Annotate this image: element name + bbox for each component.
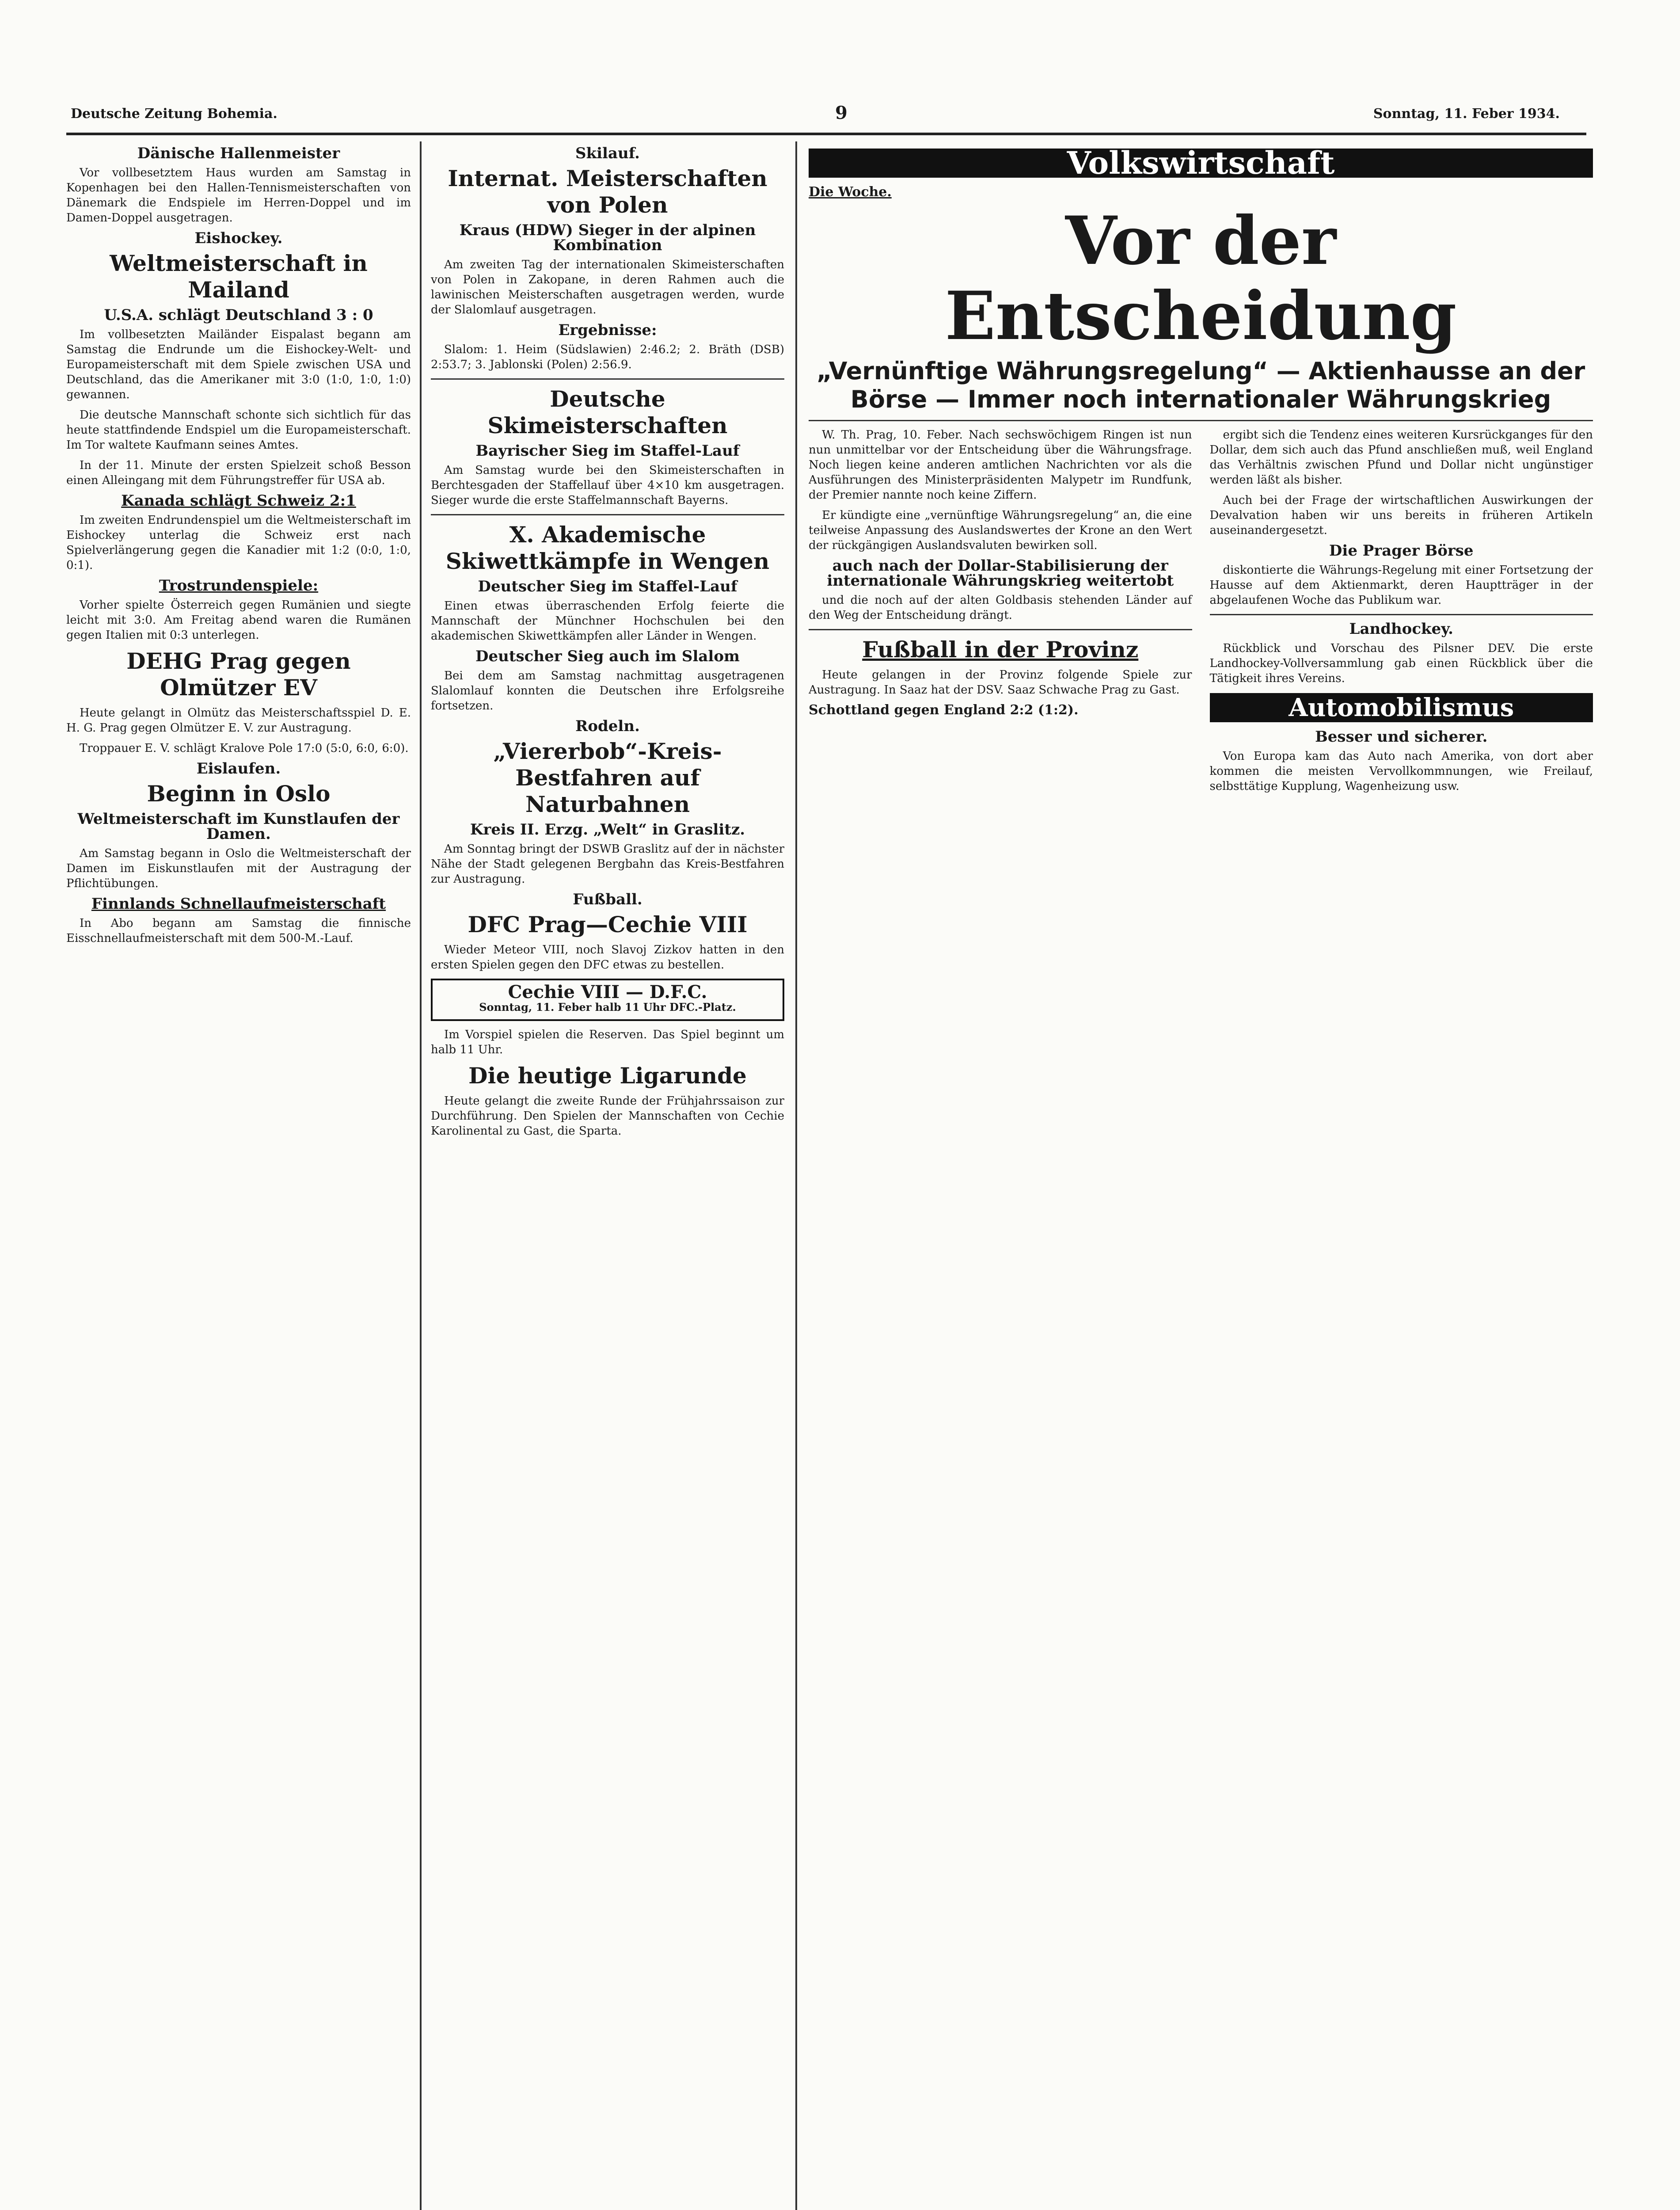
main-headline: Vor der Entscheidung: [945, 202, 1457, 355]
trost-p1: Vorher spielte Österreich gegen Rumänien und siegte leicht mit 3:0. Am Freitag abend waren die Rumänen gegen Italien mit 0:3 unterlegen.: [66, 598, 411, 642]
prague-boerse: Die Prager Börse: [1329, 542, 1474, 560]
wm-sub: U.S.A. schlägt Deutschland 3 : 0: [104, 306, 373, 324]
oslo-p1: Am Samstag begann in Oslo die Weltmeisterschaft der Damen im Eiskunstlaufen mit der Austragung der Pflichtübungen.: [66, 847, 411, 890]
divider: [1210, 614, 1593, 615]
danish-heading: Dänische Hallenmeister: [137, 145, 340, 162]
ski-sub: Kraus (HDW) Sieger in der alpinen Kombination: [459, 221, 756, 254]
oslo-sub: Weltmeisterschaft im Kunstlaufen der Damen.: [77, 810, 400, 843]
economy-two-columns: [809, 427, 1593, 799]
dfc-p2: Im Vorspiel spielen die Reserven. Das Spiel beginnt um halb 11 Uhr.: [431, 1028, 784, 1056]
rodeln-sub: Kreis II. Erzg. „Welt“ in Graslitz.: [470, 821, 745, 838]
economy-right: [1210, 427, 1593, 799]
landhockey-p1: Rückblick und Vorschau des Pilsner DEV. Die erste Landhockey-Vollversammlung gab einen Rückblick über die Tätigkeit ihres Vereins.: [1209, 642, 1593, 685]
wm-p1: Im vollbesetzten Mailänder Eispalast begann am Samstag die Endrunde um die Eishockey-Welt- und Europameisterschaft mit dem Spiele zwischen USA und Deutschland, das die Amerikaner mit 3:0 (1:0, 1:0, 1:0) gewannen.: [66, 328, 411, 401]
dfc-title: DFC Prag—Cechie VIII: [468, 911, 748, 937]
masthead-rule: [66, 133, 1586, 135]
wm-p3: In der 11. Minute der ersten Spielzeit schoß Besson einen Alleingang mit dem Führungstreffer für USA ab.: [66, 459, 411, 487]
ski-title: Internat. Meisterschaften von Polen: [448, 165, 768, 218]
ski-results-label: Ergebnisse:: [558, 321, 657, 339]
divider: [431, 378, 784, 380]
divider: [431, 514, 784, 515]
divider: [809, 420, 1593, 421]
masthead: [35, 102, 1560, 128]
akad-p2: Bei dem am Samstag nachmittag ausgetragenen Slalomlauf konnten die Deutschen ihre Erfolgsreihe fortsetzen.: [431, 669, 784, 713]
dsm-title: Deutsche Skimeisterschaften: [487, 386, 728, 438]
column-rule-2: [795, 141, 797, 2210]
dsm-sub: Bayrischer Sieg im Staffel-Lauf: [475, 442, 740, 460]
wm-title: Weltmeisterschaft in Mailand: [110, 250, 368, 303]
kicker: Die Woche.: [809, 184, 892, 200]
provinz-p1: Heute gelangen in der Provinz folgende Spiele zur Austragung. In Saaz hat der DSV. Saaz Schwache Prag zu Gast.: [809, 668, 1192, 697]
eco-p2: Er kündigte eine „vernünftige Währungsregelung“ an, die eine teilweise Anpassung des Auslandswertes der Krone an den Wert der rückgängigen Auslandsvaluten bewirken soll.: [809, 509, 1192, 552]
economy-banner: Volkswirtschaft: [809, 149, 1593, 178]
dehg-title: DEHG Prag gegen Olmützer EV: [126, 648, 351, 701]
eco-p1: W. Th. Prag, 10. Feber. Nach sechswöchigem Ringen ist nun nun unmittelbar vor der Entscheidung über die Währungsfrage. Noch liegen keine anderen amtlichen Nachrichten vor als die Ausführungen des Ministerpräsidenten Malypetr im Rundfunk, der Premier nannte noch keine Ziffern.: [809, 428, 1192, 502]
eco-sub1: auch nach der Dollar-Stabilisierung der internationale Währungskrieg weitertobt: [827, 557, 1174, 590]
troppau-p1: Troppauer E. V. schlägt Kralove Pole 17:0 (5:0, 6:0, 6:0).: [80, 742, 409, 755]
issue-date: Sonntag, 11. Feber 1934.: [1373, 106, 1560, 122]
eco-r-p3: diskontierte die Währungs-Regelung mit einer Fortsetzung der Hausse auf dem Aktienmarkt, deren Hauptträger in der abgelaufenen Woche das Publikum war.: [1209, 564, 1593, 607]
akad-sub: Deutscher Sieg im Staffel-Lauf: [478, 578, 737, 595]
column-sports-middle: [431, 141, 784, 2210]
trost-sub: Trostrundenspiele:: [159, 577, 319, 594]
eco-r-p2: Auch bei der Frage der wirtschaftlichen Auswirkungen der Devalvation haben wir uns bereits in früheren Artikeln auseinandergesetzt.: [1209, 494, 1593, 537]
akad-title: X. Akademische Skiwettkämpfe in Wengen: [445, 522, 770, 574]
oslo-title: Beginn in Oslo: [147, 781, 331, 807]
auto-banner: Automobilismus: [1210, 693, 1593, 722]
finland-sub: Finnlands Schnellaufmeisterschaft: [91, 895, 386, 913]
section-skilauf: Skilauf.: [575, 145, 640, 162]
akad-sub2: Deutscher Sieg auch im Slalom: [475, 648, 740, 665]
auto-sub: Besser und sicherer.: [1315, 728, 1488, 746]
canada-sub: Kanada schlägt Schweiz 2:1: [121, 492, 356, 510]
danish-text: Vor vollbesetztem Haus wurden am Samstag in Kopenhagen bei den Hallen-Tennismeisterschaften von Dänemark die Endspiele im Herren-Doppel und im Damen-Doppel ausgetragen.: [66, 166, 411, 225]
liga-title: Die heutige Ligarunde: [468, 1063, 747, 1089]
finland-p1: In Abo begann am Samstag die finnische Eisschnellaufmeisterschaft mit dem 500-M.-Lauf.: [66, 917, 411, 945]
divider: [809, 629, 1192, 630]
dehg-p1: Heute gelangt in Olmütz das Meisterschaftsspiel D. E. H. G. Prag gegen Olmützer E. V. zur Austragung.: [66, 706, 411, 735]
rodeln-title: „Viererbob“-Kreis-Bestfahren auf Naturbahnen: [493, 738, 722, 817]
provinz-title: Fußball in der Provinz: [862, 636, 1139, 663]
match-ad-box: [431, 979, 784, 1021]
match-ad-sub: Sonntag, 11. Feber halb 11 Uhr DFC.-Platz.: [479, 1001, 736, 1014]
column-sports-left: [66, 141, 411, 2210]
liga-p1: Heute gelangt die zweite Runde der Frühjahrssaison zur Durchführung. Den Spielen der Mannschaften von Cechie Karolinental zu Gast, die Sparta.: [431, 1094, 784, 1138]
headline-deck: „Vernünftige Währungsregelung“ — Aktienhausse an der Börse — Immer noch internationaler Währungskrieg: [816, 357, 1585, 413]
landhockey-title: Landhockey.: [1349, 620, 1453, 638]
eco-p3: und die noch auf der alten Goldbasis stehenden Länder auf den Weg der Entscheidung drängt.: [809, 594, 1192, 622]
section-eislaufen: Eislaufen.: [196, 760, 281, 777]
ski-results: Slalom: 1. Heim (Südslawien) 2:46.2; 2. Bräth (DSB) 2:53.7; 3. Jablonski (Polen) 2:56.9.: [431, 343, 784, 371]
akad-p1: Einen etwas überraschenden Erfolg feierte die Mannschaft der Münchner Hochschulen bei den akademischen Skiwettkämpfen aller Länder in Wengen.: [431, 599, 784, 643]
column-economy: [809, 141, 1593, 2210]
auto-p1: Von Europa kam das Auto nach Amerika, von dort aber kommen die meisten Vervollkommnungen, wie Freilauf, selbsttätige Kupplung, Wagenheizung usw.: [1209, 750, 1593, 793]
page-number: 9: [835, 103, 848, 123]
canada-p1: Im zweiten Endrundenspiel um die Weltmeisterschaft im Eishockey unterlag die Schweiz erst nach Spielverlängerung gegen die Kanadier mit 1:2 (0:0, 1:0, 0:1).: [66, 514, 411, 572]
dfc-p1: Wieder Meteor VIII, noch Slavoj Zizkov hatten in den ersten Spielen gegen den DFC etwas zu bestellen.: [431, 943, 784, 972]
match-ad-title: Cechie VIII — D.F.C.: [508, 982, 707, 1002]
column-rule-1: [420, 141, 422, 2210]
rodeln-p1: Am Sonntag bringt der DSWB Graslitz auf der in nächster Nähe der Stadt gelegenen Bergbahn das Kreis-Bestfahren zur Austragung.: [431, 842, 784, 886]
ski-p1: Am zweiten Tag der internationalen Skimeisterschaften von Polen in Zakopane, in deren Rahmen auch die lawinischen Meisterschaften ausgetragen werden, wurde der Slalomlauf ausgetragen.: [431, 258, 784, 316]
eco-r-p1: ergibt sich die Tendenz eines weiteren Kursrückganges für den Dollar, dem sich auch das Pfund anschließen muß, weil England das Verhältnis zwischen Pfund und Dollar nicht ungünstiger werden läßt als bisher.: [1209, 428, 1593, 487]
section-eishockey: Eishockey.: [194, 229, 283, 247]
dsm-p1: Am Samstag wurde bei den Skimeisterschaften in Berchtesgaden der Staffellauf über 4×10 km ausgetragen. Sieger wurde die erste Staffelmannschaft Bayerns.: [431, 464, 784, 507]
section-fussball: Fußball.: [573, 891, 642, 908]
section-rodeln: Rodeln.: [575, 717, 640, 735]
wm-p2: Die deutsche Mannschaft schonte sich sichtlich für das heute stattfindende Endspiel um die Europameisterschaft. Im Tor waltete Kaufmann seines Amtes.: [66, 408, 411, 452]
economy-left: [809, 427, 1192, 799]
paper-name: Deutsche Zeitung Bohemia.: [71, 106, 277, 122]
schottland-sub: Schottland gegen England 2:2 (1:2).: [809, 702, 1079, 718]
